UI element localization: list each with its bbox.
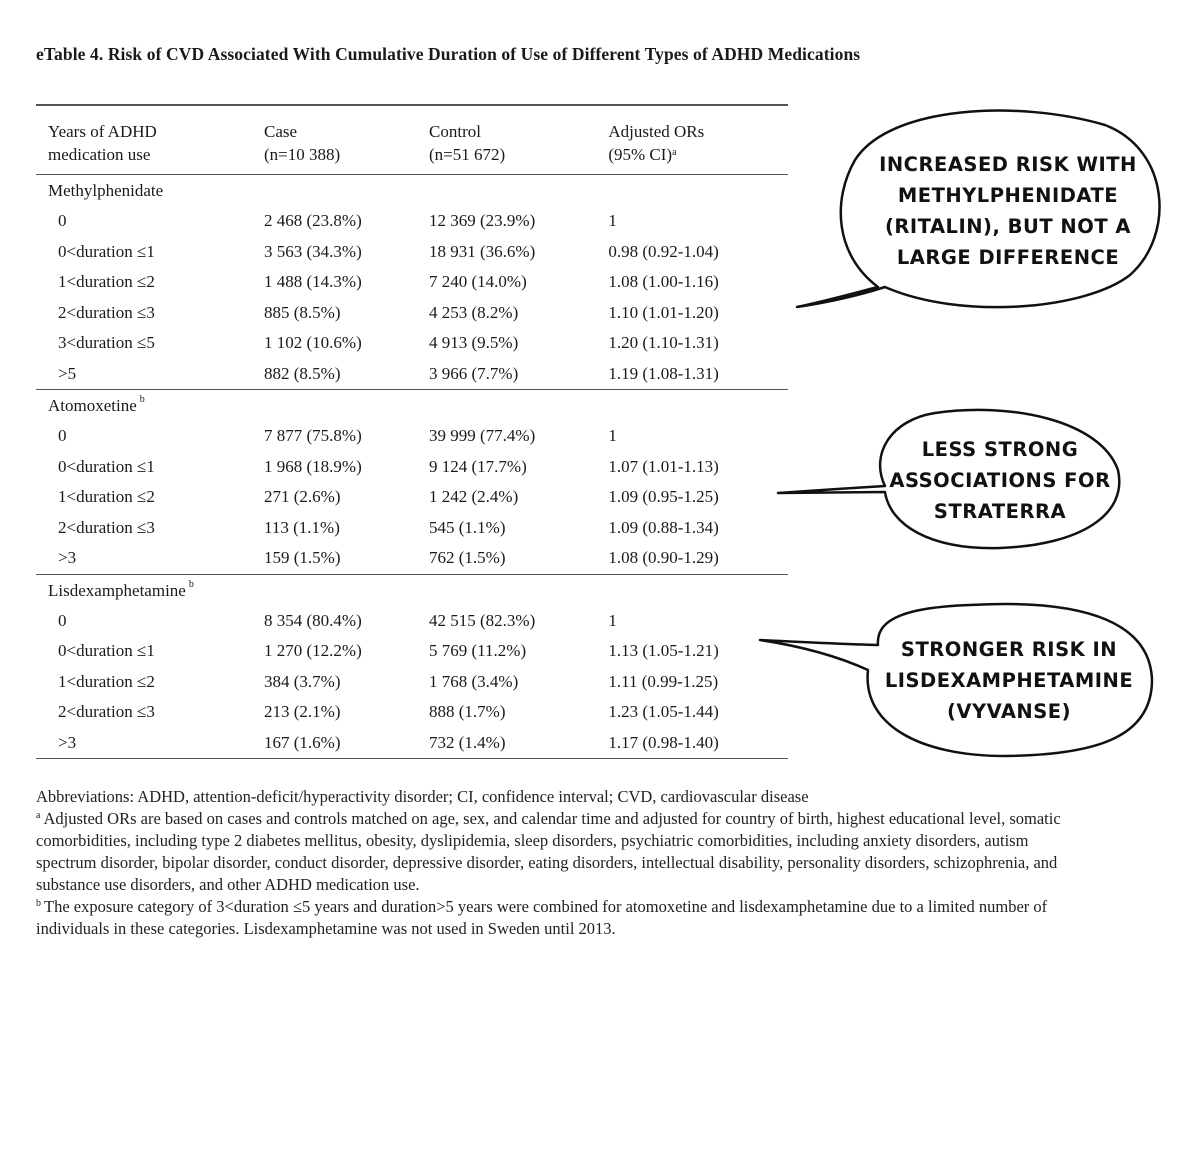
cell-control: 5 769 (11.2%) xyxy=(429,641,527,660)
group-footnote-marker: b xyxy=(139,394,145,405)
cell-adjusted-or: 1.09 (0.88-1.34) xyxy=(608,517,719,537)
cell-duration: 0<duration ≤1 xyxy=(58,241,155,261)
annotation-lisdexamphetamine-line: (VYVANSE) xyxy=(946,700,1072,723)
cell-case: 1 270 (12.2%) xyxy=(264,641,362,660)
cell-case: 271 (2.6%) xyxy=(264,487,341,506)
cell-case: 885 (8.5%) xyxy=(264,302,341,322)
cell-control: 1 242 (2.4%) xyxy=(429,487,519,506)
cell-duration: >3 xyxy=(36,728,264,759)
cell-control: 7 240 (14.0%) xyxy=(429,272,527,291)
annotation-methylphenidate-line: INCREASED RISK WITH xyxy=(879,153,1137,176)
cell-case: 159 (1.5%) xyxy=(264,543,429,574)
cell-control: 4 253 (8.2%) xyxy=(429,302,519,322)
cell-control: 1 768 (3.4%) xyxy=(429,671,519,691)
cell-adjusted-or: 1 xyxy=(608,426,617,445)
annotation-methylphenidate-line: (RITALIN), BUT NOT A xyxy=(884,215,1132,238)
footnote-b-text: The exposure category of 3<duration ≤5 years and duration>5 years were combined for atomoxetine and lisdexamphetamine due to a limited number of individuals in these categories. Lisdexamphetamine was not used in Sweden until 2013. xyxy=(36,897,1048,938)
cell-control: 18 931 (36.6%) xyxy=(429,241,536,261)
cell-duration: 1<duration ≤2 xyxy=(58,487,155,506)
header-case-line1: Case xyxy=(264,122,298,141)
cell-duration: 2<duration ≤3 xyxy=(58,702,155,721)
cell-duration: >3 xyxy=(36,543,264,574)
cell-adjusted-or: 1.10 (1.01-1.20) xyxy=(608,302,719,322)
cell-adjusted-or: 1.08 (1.00-1.16) xyxy=(608,272,719,291)
cell-case: 7 877 (75.8%) xyxy=(264,426,362,445)
annotation-methylphenidate xyxy=(848,149,1168,273)
cell-adjusted-or: 0.98 (0.92-1.04) xyxy=(608,241,719,261)
cell-adjusted-or: 1.08 (0.90-1.29) xyxy=(608,543,788,574)
cell-duration: 0<duration ≤1 xyxy=(58,641,155,660)
cell-adjusted-or: 1.07 (1.01-1.13) xyxy=(608,456,719,476)
cell-case: 2 468 (23.8%) xyxy=(264,211,362,230)
cell-control: 732 (1.4%) xyxy=(429,728,608,759)
footnote-a-text: Adjusted ORs are based on cases and controls matched on age, sex, and calendar time and adjusted for country of birth, highest educational level, somatic comorbidities, including type 2 diabetes mellitus, obesity, dyslipidemia, sleep disorders, psychiatric comorbidities, including anxiety disorders, autism spectrum disorder, bipolar disorder, conduct disorder, depressive disorder, eating disorders, intellectual disability, personality disorders, schizophrenia, and substance use disorders, and other ADHD medication use. xyxy=(36,809,1061,894)
header-control-line1: Control xyxy=(429,122,481,141)
cell-adjusted-or: 1.11 (0.99-1.25) xyxy=(608,671,719,691)
cell-case: 882 (8.5%) xyxy=(264,359,429,390)
cell-case: 113 (1.1%) xyxy=(264,517,340,537)
header-control-line2: (n=51 672) xyxy=(429,145,506,164)
header-ors-footnote-marker: a xyxy=(672,147,677,158)
header-case-line2: (n=10 388) xyxy=(264,145,341,164)
cell-control: 9 124 (17.7%) xyxy=(429,456,527,476)
cell-adjusted-or: 1.17 (0.98-1.40) xyxy=(608,728,788,759)
group-name: Methylphenidate xyxy=(48,181,164,200)
cell-duration: 1<duration ≤2 xyxy=(58,272,155,291)
annotation-lisdexamphetamine-line: LISDEXAMPHETAMINE xyxy=(884,669,1134,692)
cell-duration: 0 xyxy=(58,211,67,230)
cell-case: 1 102 (10.6%) xyxy=(264,333,362,352)
annotation-atomoxetine-line: ASSOCIATIONS FOR xyxy=(889,469,1111,492)
cell-duration: 0<duration ≤1 xyxy=(58,456,155,476)
cell-case: 384 (3.7%) xyxy=(264,671,341,691)
group-name: Atomoxetine xyxy=(48,396,137,415)
cell-adjusted-or: 1 xyxy=(608,211,617,230)
cell-case: 8 354 (80.4%) xyxy=(264,610,362,630)
annotation-methylphenidate-line: METHYLPHENIDATE xyxy=(897,184,1119,207)
cell-duration: >5 xyxy=(36,359,264,390)
cell-duration: 0 xyxy=(58,610,67,630)
cell-case: 3 563 (34.3%) xyxy=(264,241,362,261)
cell-adjusted-or: 1.19 (1.08-1.31) xyxy=(608,359,788,390)
group-footnote-marker: b xyxy=(188,578,194,590)
cell-control: 888 (1.7%) xyxy=(429,702,506,721)
cell-duration: 1<duration ≤2 xyxy=(58,671,155,691)
cell-duration: 0 xyxy=(58,426,67,445)
annotation-lisdexamphetamine xyxy=(868,634,1150,727)
cell-control: 42 515 (82.3%) xyxy=(429,610,536,630)
cell-adjusted-or: 1.20 (1.10-1.31) xyxy=(608,333,719,352)
header-ors-line1: Adjusted ORs xyxy=(608,122,705,141)
cell-control: 39 999 (77.4%) xyxy=(429,426,536,445)
group-name: Lisdexamphetamine xyxy=(48,580,186,600)
footnote-a-marker: a xyxy=(36,810,41,821)
annotation-atomoxetine-line: LESS STRONG xyxy=(921,438,1079,461)
abbreviations-note: Abbreviations: ADHD, attention-deficit/hyperactivity disorder; CI, confidence interval; CVD, cardiovascular disease xyxy=(36,787,809,806)
header-ors-line2: (95% CI) xyxy=(608,145,673,164)
cell-duration: 3<duration ≤5 xyxy=(58,333,155,352)
annotation-methylphenidate-line: LARGE DIFFERENCE xyxy=(896,246,1120,269)
cell-case: 213 (2.1%) xyxy=(264,702,341,721)
annotation-atomoxetine xyxy=(880,434,1120,527)
cell-case: 1 488 (14.3%) xyxy=(264,272,362,291)
header-years-line2: medication use xyxy=(48,145,151,164)
cell-duration: 2<duration ≤3 xyxy=(58,302,155,322)
cell-adjusted-or: 1.13 (1.05-1.21) xyxy=(608,641,719,660)
header-years-line1: Years of ADHD xyxy=(48,122,157,141)
cell-adjusted-or: 1 xyxy=(608,610,617,630)
cell-control: 4 913 (9.5%) xyxy=(429,333,519,352)
cell-control: 545 (1.1%) xyxy=(429,517,506,537)
cell-control: 762 (1.5%) xyxy=(429,543,608,574)
cell-control: 3 966 (7.7%) xyxy=(429,359,608,390)
annotation-lisdexamphetamine-line: STRONGER RISK IN xyxy=(900,638,1118,661)
cell-duration: 2<duration ≤3 xyxy=(58,517,155,537)
annotation-atomoxetine-line: STRATERRA xyxy=(933,500,1067,523)
cell-adjusted-or: 1.23 (1.05-1.44) xyxy=(608,702,719,721)
cell-adjusted-or: 1.09 (0.95-1.25) xyxy=(608,487,719,506)
table-title: eTable 4. Risk of CVD Associated With Cumulative Duration of Use of Different Types of ADHD Medications xyxy=(36,44,861,64)
footnote-b-marker: b xyxy=(36,898,41,909)
cell-control: 12 369 (23.9%) xyxy=(429,211,536,230)
cell-case: 167 (1.6%) xyxy=(264,728,429,759)
cell-case: 1 968 (18.9%) xyxy=(264,456,362,476)
